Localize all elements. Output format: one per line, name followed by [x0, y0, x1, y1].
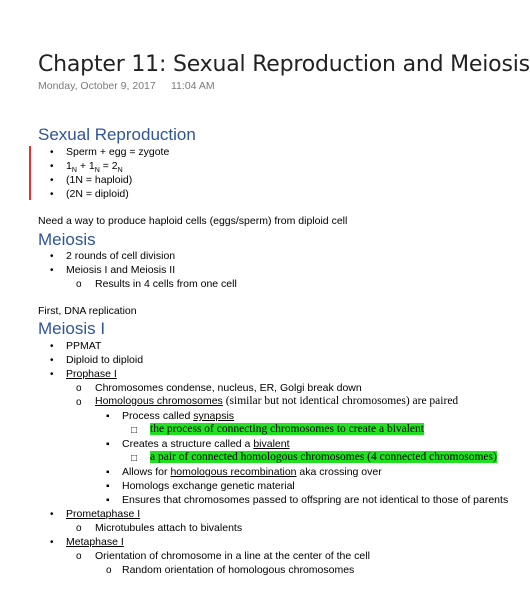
bullet-square-icon: ▪: [106, 467, 110, 478]
bullet-disc-icon: •: [50, 355, 54, 366]
list-item: PPMAT: [66, 340, 102, 352]
bullet-square-icon: ▪: [106, 411, 110, 422]
list-item: Ensures that chromosomes passed to offspring are not identical to those of parents: [122, 494, 509, 506]
list-item: Chromosomes condense, nucleus, ER, Golgi break down: [95, 382, 362, 394]
bullet-hollow-icon: □: [131, 425, 138, 436]
bullet-circle-icon: o: [76, 551, 82, 562]
heading-meiosis: Meiosis: [38, 230, 96, 249]
need-line: Need a way to produce haploid cells (eggs/sperm) from diploid cell: [38, 215, 348, 227]
first-line: First, DNA replication: [38, 305, 137, 317]
list-item: Orientation of chromosome in a line at the center of the cell: [95, 550, 370, 562]
list-item: (1N = haploid): [66, 174, 133, 186]
list-item-highlight: a pair of connected homologous chromosomes (4 connected chromosomes): [150, 451, 497, 463]
bullet-circle-icon: o: [76, 397, 82, 408]
bullet-disc-icon: •: [50, 369, 54, 380]
list-item: Sperm + egg = zygote: [66, 146, 170, 158]
red-margin-marker: [29, 146, 31, 200]
list-item: 2 rounds of cell division: [66, 250, 176, 262]
bullet-circle-icon: o: [76, 383, 82, 394]
list-item: Diploid to diploid: [66, 354, 144, 366]
bullet-circle-icon: o: [76, 523, 82, 534]
bullet-disc-icon: •: [50, 265, 54, 276]
bullet-circle-icon: o: [76, 279, 82, 290]
note-date: Monday, October 9, 2017: [38, 80, 156, 92]
page-title: Chapter 11: Sexual Reproduction and Meiosis: [38, 52, 530, 77]
list-item-highlight: the process of connecting chromosomes to create a bivalent: [150, 423, 424, 435]
list-item: (2N = diploid): [66, 188, 129, 200]
list-item: Allows for homologous recombination aka crossing over: [122, 466, 382, 478]
bullet-disc-icon: •: [50, 147, 54, 158]
bullet-disc-icon: •: [50, 175, 54, 186]
list-item: Microtubules attach to bivalents: [95, 522, 243, 534]
bullet-circle-icon: o: [106, 565, 112, 576]
list-item: Creates a structure called a bivalent: [122, 438, 290, 450]
note-time: 11:04 AM: [171, 80, 215, 92]
list-item: Process called synapsis: [122, 410, 235, 422]
bullet-disc-icon: •: [50, 341, 54, 352]
bullet-square-icon: ▪: [106, 495, 110, 506]
list-item: Meiosis I and Meiosis II: [66, 264, 176, 276]
bullet-disc-icon: •: [50, 509, 54, 520]
bullet-square-icon: ▪: [106, 481, 110, 492]
bullet-disc-icon: •: [50, 251, 54, 262]
bullet-disc-icon: •: [50, 189, 54, 200]
list-item: $1_N + 1_N = 2_N$: [66, 160, 123, 175]
list-item: Homologs exchange genetic material: [122, 480, 295, 492]
bullet-disc-icon: •: [50, 161, 54, 172]
list-item: Results in 4 cells from one cell: [95, 278, 237, 290]
list-item-partial: Random orientation of homologous chromosomes: [122, 564, 355, 576]
heading-sexual-reproduction: Sexual Reproduction: [38, 125, 196, 144]
list-item: Homologous chromosomes (similar but not identical chromosomes) are paired: [95, 395, 459, 407]
list-item-metaphase: Metaphase I: [66, 536, 124, 548]
bullet-hollow-icon: □: [131, 453, 138, 464]
bullet-square-icon: ▪: [106, 439, 110, 450]
heading-meiosis-1: Meiosis I: [38, 319, 106, 338]
bullet-disc-icon: •: [50, 537, 54, 548]
list-item-prophase: Prophase I: [66, 368, 117, 380]
list-item-prometaphase: Prometaphase I: [66, 508, 141, 520]
